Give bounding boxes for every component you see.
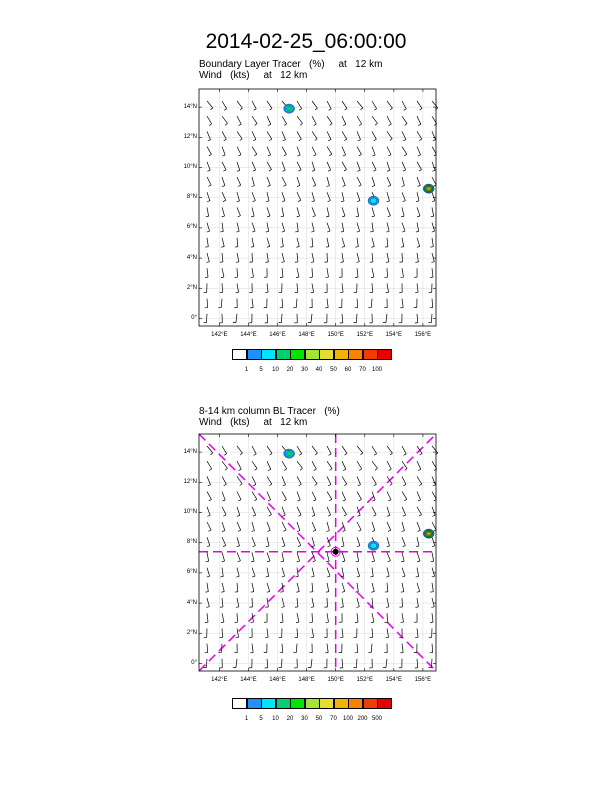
legend-level-label: 40 <box>315 367 323 373</box>
wind-barb <box>311 598 314 607</box>
wind-barb <box>297 522 300 531</box>
lat-tick-label: 6°N <box>186 224 197 231</box>
wind-barb <box>207 568 210 577</box>
wind-barb <box>386 568 389 577</box>
wind-barb <box>237 446 242 455</box>
wind-barb <box>430 644 433 653</box>
wind-barb <box>327 492 332 501</box>
wind-barb <box>327 568 330 577</box>
lon-tick-label: 154°E <box>385 677 403 683</box>
legend-color-box <box>319 698 334 709</box>
wind-barb <box>220 568 223 577</box>
wind-barb <box>236 598 239 607</box>
wind-barb <box>417 492 421 501</box>
legend-color-box <box>247 698 262 709</box>
lat-tick-label: 2°N <box>186 284 197 291</box>
wind-barb <box>325 644 328 653</box>
wind-barb <box>372 446 377 455</box>
wind-barb <box>402 461 407 470</box>
wind-barb <box>222 507 226 516</box>
wind-barb <box>357 568 360 577</box>
wind-barb <box>372 492 375 501</box>
wind-barb <box>312 537 315 546</box>
wind-barb <box>295 568 298 577</box>
wind-barb <box>342 552 345 561</box>
color-legend-2 <box>232 698 392 709</box>
lat-tick-label: 10°N <box>183 508 197 515</box>
wind-barb <box>297 507 301 516</box>
wind-barb <box>372 476 376 485</box>
wind-barb <box>370 628 373 637</box>
wind-barb <box>429 628 432 637</box>
legend-color-box <box>276 698 291 709</box>
wind-barb <box>400 644 403 653</box>
wind-barb <box>432 476 436 485</box>
wind-barb <box>297 476 301 485</box>
wind-barb <box>282 461 287 470</box>
wind-barb <box>385 613 388 622</box>
lat-tick-label: 14°N <box>183 103 197 110</box>
wind-barb <box>312 522 316 531</box>
wind-barb <box>312 476 317 485</box>
legend-level-label: 1 <box>244 367 249 373</box>
wind-barb <box>264 613 267 622</box>
wind-barb <box>415 598 418 607</box>
lon-tick-label: 148°E <box>298 677 315 683</box>
panel-2-title-line2: Wind (kts) at 12 km <box>199 417 308 428</box>
wind-barb <box>324 598 327 607</box>
wind-barb <box>297 446 302 455</box>
legend-color-box <box>334 698 349 709</box>
wind-barb <box>207 522 211 531</box>
lon-tick-label: 142°E <box>211 332 228 338</box>
wind-barb <box>295 628 298 637</box>
wind-barb <box>312 446 317 455</box>
legend-level-label: 100 <box>342 716 354 722</box>
wind-barb <box>432 507 435 516</box>
wind-barb <box>282 568 285 577</box>
wind-barb <box>417 507 422 516</box>
legend-level-label: 70 <box>330 716 337 722</box>
wind-barb <box>235 583 238 592</box>
wind-barb <box>265 598 268 607</box>
lon-tick-label: 148°E <box>298 332 315 338</box>
lon-tick-label: 144°E <box>240 677 257 683</box>
wind-barb <box>267 552 270 561</box>
lon-tick-label: 144°E <box>240 332 257 338</box>
wind-barb <box>206 552 209 561</box>
wind-barb <box>355 583 358 592</box>
wind-barb <box>368 644 372 653</box>
tracer-blob <box>423 529 434 538</box>
wind-barb <box>312 461 316 470</box>
lon-tick-label: 150°E <box>327 332 344 338</box>
wind-barb <box>207 476 211 485</box>
wind-barb <box>387 552 390 561</box>
wind-barb <box>206 598 209 607</box>
wind-barb <box>327 446 331 455</box>
lat-tick-label: 0° <box>191 314 197 321</box>
legend-level-label: 50 <box>315 716 323 722</box>
wind-barb <box>222 492 225 501</box>
wind-barb <box>205 613 208 622</box>
wind-barb <box>342 461 346 470</box>
wind-barb <box>267 492 271 501</box>
legend-color-box <box>363 698 378 709</box>
wind-barb <box>312 507 315 516</box>
wind-barb <box>401 552 404 561</box>
legend-level-label: 50 <box>330 367 337 373</box>
wind-barb <box>387 537 390 546</box>
wind-barb <box>371 583 374 592</box>
wind-barb <box>220 598 223 607</box>
wind-barb <box>252 492 257 501</box>
legend-level-label: 30 <box>301 716 308 722</box>
legend-level-label: 200 <box>357 716 368 722</box>
wind-barb <box>252 476 256 485</box>
wind-barb <box>416 568 419 577</box>
lat-tick-label: 8°N <box>186 194 197 201</box>
wind-barb <box>340 598 343 607</box>
wind-barb <box>237 537 240 546</box>
legend-color-box <box>232 698 247 709</box>
wind-barb <box>384 644 387 653</box>
wind-barb <box>402 507 406 516</box>
wind-barb <box>234 644 237 653</box>
wind-barb <box>280 644 283 653</box>
wind-barb <box>267 476 272 485</box>
legend-level-label: 5 <box>259 367 263 373</box>
wind-barb <box>326 613 329 622</box>
wind-barb <box>267 461 271 470</box>
wind-barb <box>402 537 405 546</box>
wind-barb <box>281 598 284 607</box>
wind-barb <box>222 537 226 546</box>
wind-barb <box>402 522 405 531</box>
wind-barb <box>341 537 344 546</box>
wind-barb <box>432 537 435 546</box>
wind-barb <box>279 628 282 637</box>
wind-barb <box>204 628 207 637</box>
wind-barb <box>402 476 406 485</box>
wind-barb <box>414 644 417 653</box>
wind-barb <box>370 568 373 577</box>
lon-tick-label: 156°E <box>414 677 432 683</box>
wind-barb <box>205 583 208 592</box>
wind-barb <box>222 446 227 455</box>
wind-barb <box>235 613 238 622</box>
wind-barb <box>281 552 284 561</box>
wind-barb <box>221 613 224 622</box>
wind-barb <box>252 537 255 546</box>
wind-barb <box>430 583 433 592</box>
wind-barb <box>431 552 434 561</box>
wind-barb <box>252 522 255 531</box>
wind-barb <box>222 476 226 485</box>
wind-barb <box>385 583 388 592</box>
legend-level-label: 20 <box>286 716 294 722</box>
wind-barb <box>296 613 299 622</box>
wind-barb <box>387 446 392 455</box>
legend-level-label: 500 <box>371 716 383 722</box>
lon-tick-label: 146°E <box>269 677 286 683</box>
wind-barb <box>237 476 242 485</box>
legend-color-box <box>377 698 392 709</box>
wind-barb <box>326 552 329 561</box>
wind-barb <box>342 583 345 592</box>
wind-barb <box>430 613 433 622</box>
lat-tick-label: 12°N <box>183 478 197 485</box>
wind-barb <box>401 613 404 622</box>
wind-barb <box>327 507 331 516</box>
lat-tick-label: 6°N <box>186 569 197 576</box>
lon-tick-label: 152°E <box>356 677 373 683</box>
legend-level-label: 20 <box>286 367 294 373</box>
wind-barb <box>342 492 346 501</box>
wind-barb <box>355 644 358 653</box>
wind-barb <box>372 522 375 531</box>
wind-barb <box>282 522 286 531</box>
wind-barb <box>342 476 347 485</box>
wind-barb <box>326 583 329 592</box>
wind-barb <box>252 507 256 516</box>
tracer-blob <box>284 449 295 458</box>
lon-tick-label: 146°E <box>269 332 286 338</box>
wind-barb <box>249 598 252 607</box>
wind-barb <box>372 552 375 561</box>
wind-barb <box>297 552 300 561</box>
lon-tick-label: 152°E <box>356 332 373 338</box>
legend-level-label: 70 <box>359 367 366 373</box>
wind-barb <box>432 446 438 455</box>
wind-barb <box>249 628 252 637</box>
legend-level-label: 30 <box>301 367 308 373</box>
legend-color-box <box>290 698 305 709</box>
wind-barb <box>327 461 332 470</box>
wind-barb <box>266 537 269 546</box>
wind-barb <box>357 522 361 531</box>
wind-barb <box>296 583 299 592</box>
legend-level-label: 100 <box>371 367 383 373</box>
wind-barb <box>207 537 210 546</box>
wind-barb <box>417 583 420 592</box>
wind-barb <box>297 492 300 501</box>
wind-barb <box>402 446 406 455</box>
wind-barb <box>342 446 347 455</box>
wind-barb <box>372 507 376 516</box>
wind-barb <box>312 492 316 501</box>
wind-barb <box>387 507 390 516</box>
lat-tick-label: 0° <box>191 659 197 666</box>
wind-barb <box>417 461 421 470</box>
wind-barb <box>293 644 297 653</box>
wind-barb <box>309 644 312 653</box>
legend-level-label: 10 <box>272 367 279 373</box>
wind-barb <box>252 568 255 577</box>
legend-color-box <box>261 698 276 709</box>
lat-tick-label: 4°N <box>186 599 197 606</box>
wind-barb <box>414 613 417 622</box>
wind-barb <box>402 492 407 501</box>
wind-barb <box>237 522 241 531</box>
panel-2-title-line1: 8-14 km column BL Tracer (%) <box>199 406 340 417</box>
wind-barb <box>371 613 374 622</box>
lon-tick-label: 142°E <box>211 677 228 683</box>
center-marker <box>333 549 339 555</box>
wind-barb <box>221 583 224 592</box>
wind-barb <box>387 461 391 470</box>
tracer-blob <box>368 541 379 550</box>
wind-barb <box>399 598 402 607</box>
wind-barb <box>356 552 359 561</box>
legend-color-box <box>305 698 320 709</box>
wind-barb <box>205 644 208 653</box>
wind-barb <box>282 537 285 546</box>
wind-barb <box>386 598 389 607</box>
wind-barb <box>401 583 404 592</box>
wind-barb <box>310 613 313 622</box>
wind-barb <box>297 461 302 470</box>
wind-barb <box>237 507 240 516</box>
panel-1-title-line2: Wind (kts) at 12 km <box>199 70 308 81</box>
wind-barb <box>282 507 285 516</box>
wind-barb <box>282 492 286 501</box>
wind-barb <box>222 552 225 561</box>
wind-barb <box>237 492 241 501</box>
wind-barb <box>357 446 363 455</box>
wind-barb <box>250 644 253 653</box>
wind-barb <box>311 568 314 577</box>
wind-barb <box>264 644 267 653</box>
wind-barb <box>282 476 286 485</box>
wind-barb <box>357 537 360 546</box>
wind-barb <box>280 613 283 622</box>
wind-barb <box>324 628 327 637</box>
wind-barb <box>327 476 331 485</box>
wind-barb <box>267 446 272 455</box>
wind-barb <box>402 568 405 577</box>
wind-barb <box>417 476 422 485</box>
wind-barb <box>372 461 377 470</box>
page-title: 2014-02-25_06:00:00 <box>205 30 407 53</box>
wind-barb <box>237 552 240 561</box>
wind-barb <box>207 492 211 501</box>
legend-level-label: 1 <box>244 716 249 722</box>
wind-barb <box>237 461 241 470</box>
wind-barb <box>357 492 361 501</box>
lon-tick-label: 154°E <box>385 332 403 338</box>
wind-barb <box>357 476 361 485</box>
wind-barb <box>432 568 435 577</box>
wind-barb <box>339 644 342 653</box>
wind-barb <box>354 628 357 637</box>
wind-barb <box>387 492 391 501</box>
panel-1-title-line1: Boundary Layer Tracer (%) at 12 km <box>199 59 383 70</box>
wind-barb <box>310 583 313 592</box>
wind-barb <box>417 552 420 561</box>
wind-barb <box>267 583 270 592</box>
wind-barb <box>297 537 301 546</box>
wind-barb <box>251 583 254 592</box>
wind-barb <box>417 522 420 531</box>
wind-barb <box>342 507 347 516</box>
wind-barb <box>356 598 359 607</box>
wind-barb <box>252 446 256 455</box>
lon-tick-label: 156°E <box>414 332 432 338</box>
wind-barb <box>355 613 358 622</box>
legend-level-label: 10 <box>272 716 279 722</box>
lat-tick-label: 14°N <box>183 448 197 455</box>
lat-tick-label: 8°N <box>186 539 197 546</box>
wind-barb <box>207 507 210 516</box>
lat-tick-label: 4°N <box>186 254 197 261</box>
legend-color-box <box>348 698 363 709</box>
wind-barb <box>339 613 342 622</box>
legend-level-label: 60 <box>344 367 352 373</box>
legend-level-label: 5 <box>259 716 263 722</box>
lat-tick-label: 2°N <box>186 629 197 636</box>
lat-tick-label: 12°N <box>183 133 197 140</box>
wind-barb <box>416 537 419 546</box>
wind-barb <box>357 461 362 470</box>
wind-barb <box>432 522 436 531</box>
wind-barb <box>327 522 330 531</box>
wind-barb <box>431 598 434 607</box>
wind-barb <box>387 522 391 531</box>
wind-barb <box>220 628 223 637</box>
wind-barb <box>236 568 239 577</box>
wind-barb <box>222 461 227 470</box>
wind-barb <box>251 552 254 561</box>
wind-barb <box>266 568 269 577</box>
wind-barb <box>295 598 298 607</box>
wind-barb <box>222 522 225 531</box>
wind-barb <box>267 522 270 531</box>
wind-barb <box>207 461 212 470</box>
lon-tick-label: 150°E <box>327 677 344 683</box>
wind-barb <box>267 507 272 516</box>
lat-tick-label: 10°N <box>183 163 197 170</box>
wind-barb <box>252 461 257 470</box>
